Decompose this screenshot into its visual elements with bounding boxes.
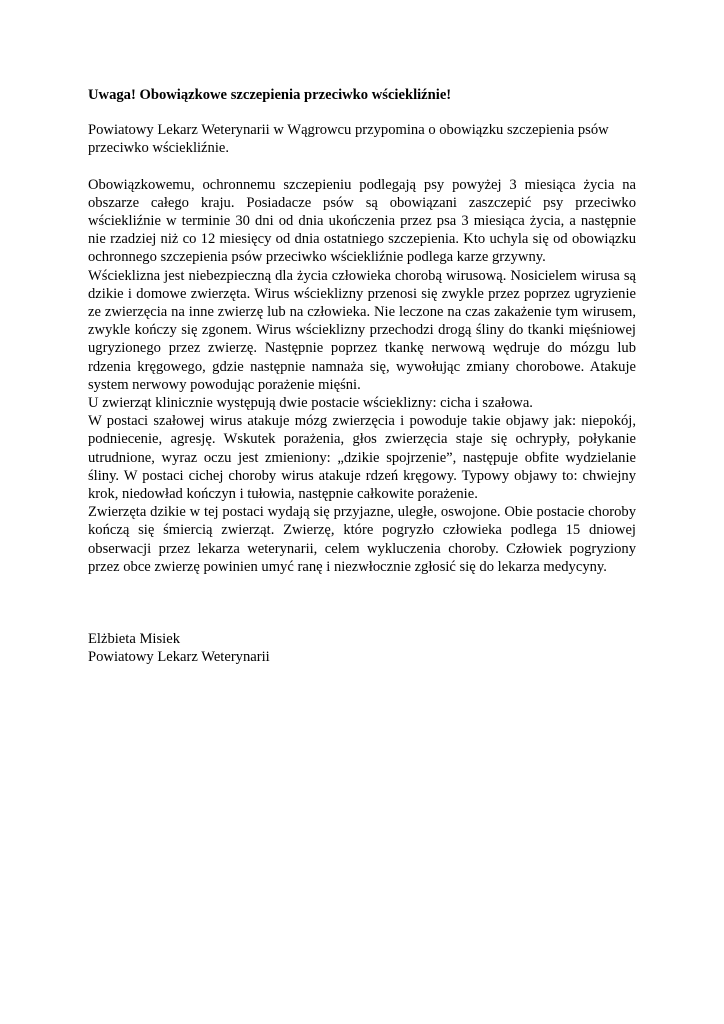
paragraph-symptoms: W postaci szałowej wirus atakuje mózg zwierzęcia i powoduje takie objawy jak: niepokój, podniecenie, agresję. Wskutek porażenia, głos zwierzęcia staje się ochrypły, połykanie utrudnione, wyraz oczu jest zmieniony: „dzikie spojrzenie”, następuje obfite wydzielanie śliny. W postaci cichej choroby wirus atakuje rdzeń kręgowy. Typowy objawy to: chwiejny krok, niedowład kończyn i tułowia, następnie całkowite porażenie. (88, 413, 636, 503)
signature-role: Powiatowy Lekarz Weterynarii (88, 649, 270, 666)
paragraph-wild-animals: Zwierzęta dzikie w tej postaci wydają się przyjazne, uległe, oswojone. Obie postacie choroby kończą się śmiercią zwierząt. Zwierzę, które pogryzło człowieka podlega 15 dniowej obserwacji przez lekarza weterynarii, celem wykluczenia choroby. Człowiek pogryziony przez obce zwierzę powinien umyć ranę i niezwłocznie zgłosić się do lekarza medycyny. (88, 504, 636, 575)
signature-block (88, 630, 636, 666)
paragraph-rabies-description: Wścieklizna jest niebezpieczną dla życia człowieka chorobą wirusową. Nosicielem wirusa są dzikie i domowe zwierzęta. Wirus wścieklizny przenosi się zwykle przez poprzez ugryzienie ze zwierzęcia na inne zwierzę lub na człowieka. Nie leczone na czas zakażenie tym wirusem, zwykle kończy się zgonem. Wirus wścieklizny przechodzi drogą śliny do tkanki mięśniowej ugryzionego przez zwierzę. Następnie poprzez tkankę nerwową wędruje do mózgu lub rdzenia kręgowego, gdzie następnie namnaża się, wywołując zmiany chorobowe. Atakuje system nerwowy powodując porażenie mięśni. (88, 267, 636, 393)
signature-name: Elżbieta Misiek (88, 631, 180, 648)
intro-paragraph: Powiatowy Lekarz Weterynarii w Wągrowcu przypomina o obowiązku szczepienia psów przeciwko wściekliźnie. (88, 122, 609, 157)
paragraph-disease-forms: U zwierząt klinicznie występują dwie postacie wścieklizny: cicha i szałowa. (88, 395, 533, 412)
body-text (88, 176, 636, 576)
document-title: Uwaga! Obowiązkowe szczepienia przeciwko wściekliźnie! (88, 87, 452, 103)
paragraph-vaccination-duty: Obowiązkowemu, ochronnemu szczepieniu podlegają psy powyżej 3 miesiąca życia na obszarze całego kraju. Posiadacze psów są obowiązani zaszczepić psy przeciwko wściekliźnie w terminie 30 dni od dnia ukończenia przez psa 3 miesiąca życia, a następnie nie rzadziej niż co 12 miesięcy od dnia ostatniego szczepienia. Kto uchyla się od obowiązku ochronnego szczepienia psów przeciwko wściekliźnie podlega karze grzywny. (88, 176, 636, 266)
document-page (88, 86, 636, 666)
